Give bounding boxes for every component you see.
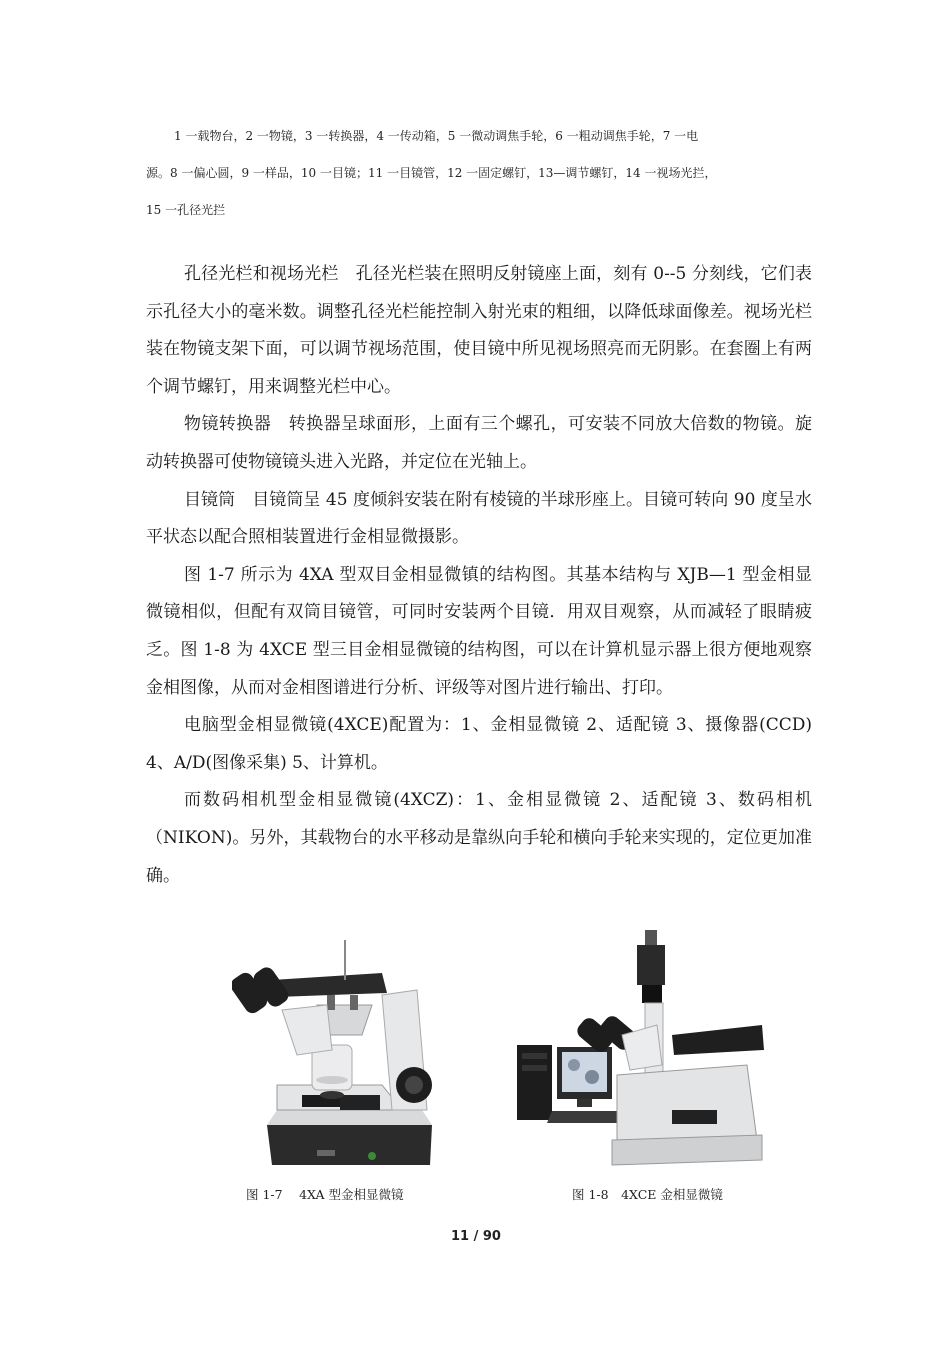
figure-1-7-caption: 图 1-7 4XA 型金相显微镜 [246, 1187, 404, 1202]
microscope-4xce-image [512, 925, 772, 1170]
page-number: 11 / 90 [451, 1229, 501, 1244]
paragraph-4xce-config: 电脑型金相显微镜(4XCE)配置为：1、金相显微镜 2、适配镜 3、摄像器(CCD) 4、A/D(图像采集) 5、计算机。 [146, 715, 812, 773]
paragraph-objective-turret: 物镜转换器 转换器呈球面形，上面有三个螺孔，可安装不同放大倍数的物镜。旋动转换器可使物镜镜头进入光路，并定位在光轴上。 [146, 414, 812, 472]
figure-1-8-caption: 图 1-8 4XCE 金相显微镜 [572, 1187, 723, 1202]
paragraph-4xa-description: 图 1-7 所示为 4XA 型双目金相显微镇的结构图。其基本结构与 XJB—1 型金相显微镜相似，但配有双筒目镜管，可同时安装两个目镜．用双目观察，从而减轻了眼睛疲乏。图 1-8 为 4XCE 型三目金相显微镜的结构图，可以在计算机显示器上很方便地观察金相图像，从而对金相图谱进行分析、评级等对图片进行输出、打印。 [146, 564, 812, 698]
paragraph-4xcz-config: 而数码相机型金相显微镜(4XCZ)：1、金相显微镜 2、适配镜 3、数码相机（NIKON)。另外，其载物台的水平移动是靠纵向手轮和横向手轮来实现的，定位更加准确。 [146, 790, 812, 886]
body-text [146, 256, 812, 895]
legend-line-1: 1 一载物台，2 一物镜，3 一转换器，4 一传动箱，5 一微动调焦手轮，6 一粗动调焦手轮，7 一电 [174, 129, 699, 143]
figure-legend [146, 118, 806, 229]
microscope-4xa-image [232, 935, 442, 1170]
legend-line-3: 15 一孔径光拦 [146, 203, 226, 217]
legend-line-2: 源。8 一偏心圆，9 一样品，10 一目镜；11 一目镜管，12 一固定螺钉，13—调节螺钉，14 一视场光拦， [146, 166, 717, 180]
paragraph-eyepiece-tube: 目镜筒 目镜筒呈 45 度倾斜安装在附有棱镜的半球形座上。目镜可转向 90 度呈水平状态以配合照相装置进行金相显微摄影。 [146, 489, 812, 548]
paragraph-aperture-diaphragm: 孔径光栏和视场光栏 孔径光栏装在照明反射镜座上面，刻有 0--5 分刻线，它们表示孔径大小的毫米数。调整孔径光栏能控制入射光束的粗细，以降低球面像差。视场光栏装在物镜支架下面，可以调节视场范围，使目镜中所见视场照亮而无阴影。在套圈上有两个调节螺钉，用来调整光栏中心。 [146, 264, 812, 397]
